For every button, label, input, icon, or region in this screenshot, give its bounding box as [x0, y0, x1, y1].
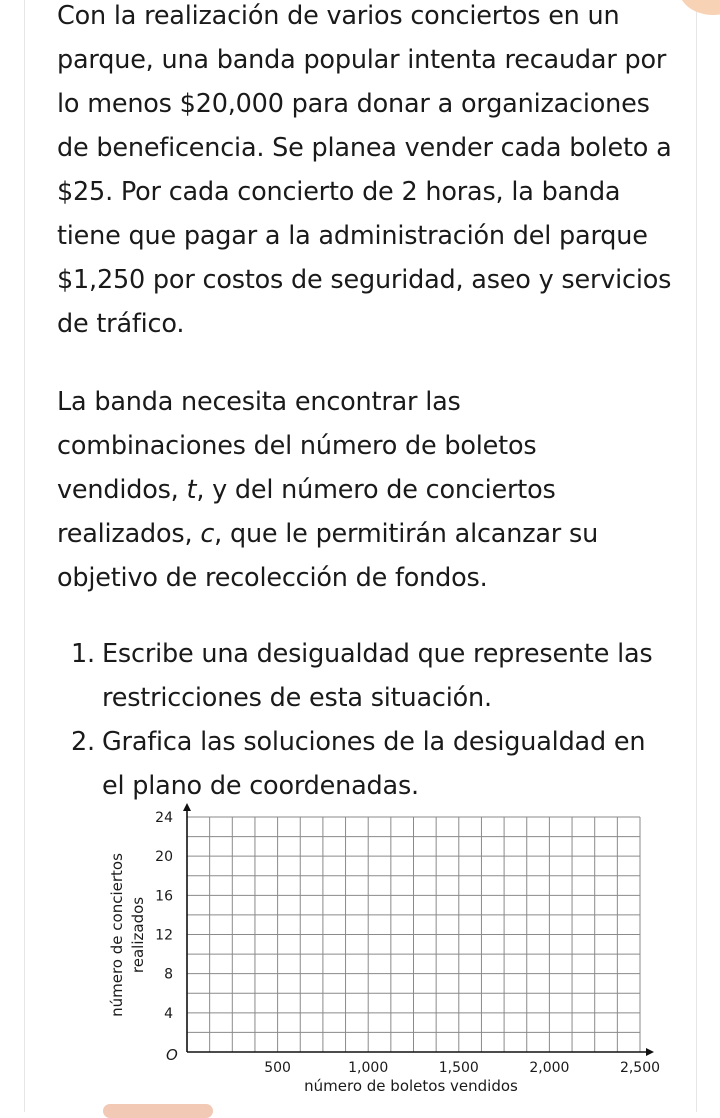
problem-context [57, 380, 657, 600]
context-start: La banda necesita encontrar las combinaciones del número de boletos vendidos, [57, 387, 537, 505]
tick-labels [155, 810, 660, 1076]
question-list [57, 632, 672, 808]
y-tick-label: 16 [155, 888, 173, 905]
x-tick-label: 2,500 [619, 1060, 661, 1076]
x-tick-label: 1,500 [438, 1060, 479, 1076]
variable-c: c [200, 519, 215, 549]
grid [187, 817, 640, 1052]
y-axis-title: número de conciertos [108, 853, 126, 1017]
y-tick-label: 24 [155, 810, 173, 826]
x-tick-label: 500 [264, 1060, 291, 1076]
y-tick-label: 20 [155, 849, 173, 866]
question-text: Grafica las soluciones de la desigualdad en el plano de coordenadas. [102, 727, 646, 801]
corner-decoration [678, 0, 720, 15]
x-tick-label: 2,000 [529, 1060, 570, 1076]
y-axis-title-line2: realizados [129, 896, 147, 974]
card-border-right [696, 0, 697, 1112]
origin-label: O [166, 1046, 178, 1064]
question-text: Escribe una desigualdad que represente las restricciones de esta situación. [102, 639, 653, 713]
axes [183, 803, 654, 1056]
x-axis-title: número de boletos vendidos [304, 1077, 518, 1095]
y-tick-label: 4 [164, 1005, 173, 1022]
bottom-tab[interactable] [103, 1104, 213, 1118]
problem-intro: Con la realización de varios conciertos en un parque, una banda popular intenta recaudar por lo menos $20,000 para donar a organizaciones de beneficencia. Se planea vender cada boleto a $25. Por cada concierto de 2 horas, la banda tiene que pagar a la administración del parque $1,250 por costos de seguridad, aseo y servicios de tráfico. [57, 1, 672, 339]
y-tick-label: 8 [164, 966, 173, 983]
x-tick-label: 1,000 [348, 1060, 389, 1076]
question-number: 2. [71, 727, 95, 757]
question-item [57, 720, 672, 808]
x-axis-arrow-icon [646, 1048, 654, 1056]
variable-t: t [186, 475, 197, 505]
card-border-left [24, 0, 25, 1112]
y-tick-label: 12 [155, 927, 173, 944]
question-number: 1. [71, 639, 95, 669]
context-end: , que le permitirán alcanzar su objetivo de recolección de fondos. [57, 519, 599, 593]
question-item [57, 632, 672, 720]
context-mid: , y del número de conciertos realizados, [57, 475, 556, 549]
